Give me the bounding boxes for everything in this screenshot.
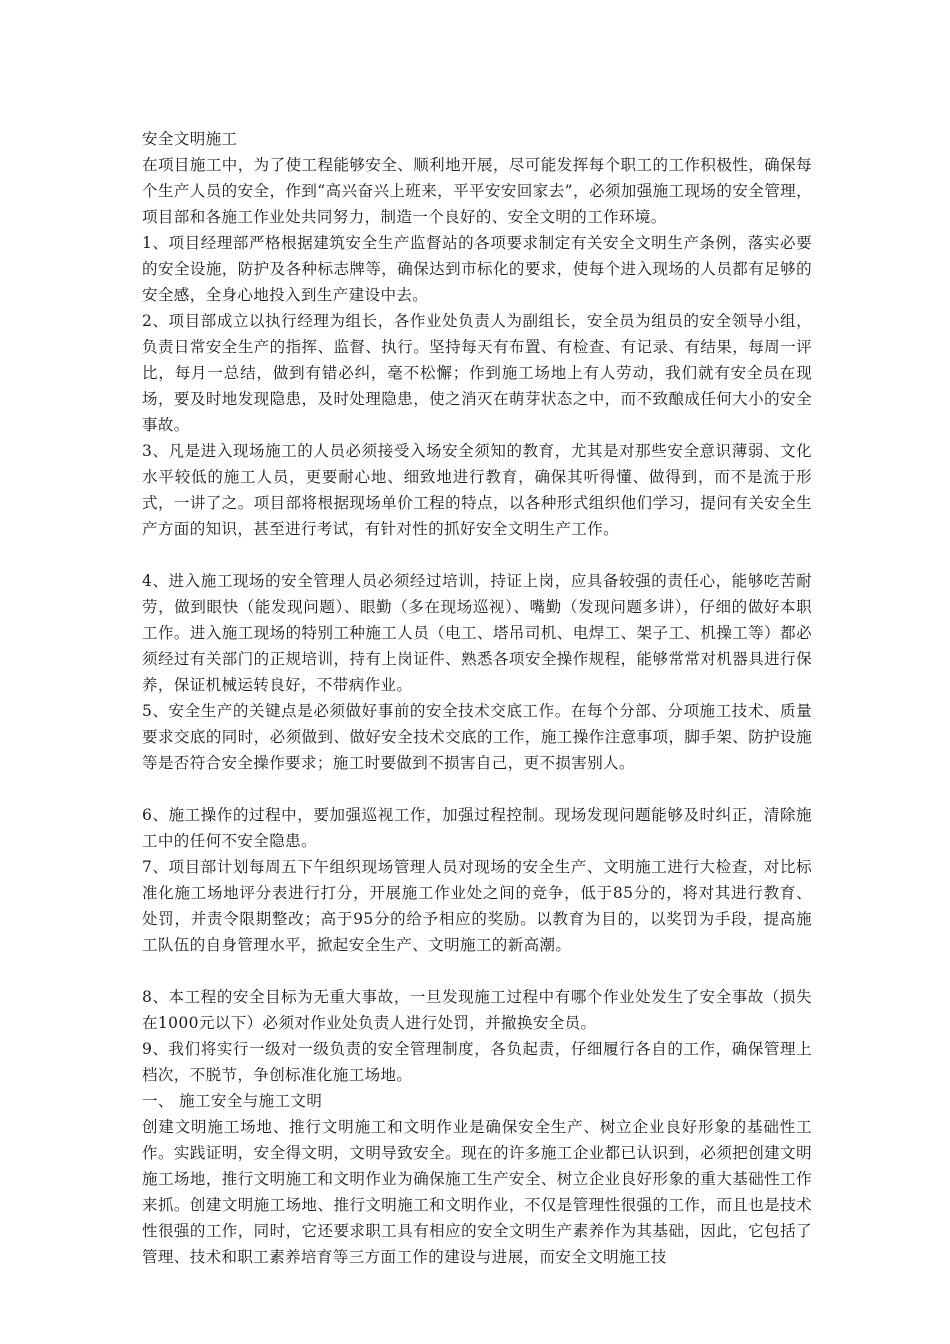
section-body-paragraph: 创建文明施工场地、推行文明施工和文明作业是确保安全生产、树立企业良好形象的基础性工作。实践证明，安全得文明，文明导致安全。现在的许多施工企业都已认识到，必须把创建文明施工场地，推行文明施工和文明作业为确保施工生产安全、树立企业良好形象的重大基础性工作来抓。创建文明施工场地、推行文明施工和文明作业，不仅是管理性很强的工作，而且也是技术性很强的工作，同时，它还要求职工具有相应的安全文明生产素养作为其基础，因此，它包括了管理、技术和职工素养培育等三方面工作的建设与进展，而安全文明施工技	[142, 1118, 812, 1266]
item-8-paragraph: 8、本工程的安全目标为无重大事故，一旦发现施工过程中有哪个作业处发生了安全事故（损失在1000元以下）必须对作业处负责人进行处罚，并撤换安全员。	[142, 988, 812, 1032]
section-heading: 一、 施工安全与施工文明	[142, 1092, 323, 1110]
item-2-paragraph: 2、项目部成立以执行经理为组长，各作业处负责人为副组长，安全员为组员的安全领导小组，负责日常安全生产的指挥、监督、执行。坚持每天有布置、有检查、有记录、有结果，每周一评比，每月一总结，做到有错必纠，毫不松懈；作到施工场地上有人劳动，我们就有安全员在现场，要及时地发现隐患，及时处理隐患，使之消灭在萌芽状态之中，而不致酿成任何大小的安全事故。	[142, 312, 812, 434]
document-title: 安全文明施工	[142, 130, 238, 148]
item-7-paragraph: 7、项目部计划每周五下午组织现场管理人员对现场的安全生产、文明施工进行大检查，对比标准化施工场地评分表进行打分，开展施工作业处之间的竞争，低于85分的，将对其进行教育、处罚，并责令限期整改；高于95分的给予相应的奖励。以教育为目的，以奖罚为手段，提高施工队伍的自身管理水平，掀起安全生产、文明施工的新高潮。	[142, 858, 812, 954]
item-1-paragraph: 1、项目经理部严格根据建筑安全生产监督站的各项要求制定有关安全文明生产条例，落实必要的安全设施，防护及各种标志牌等，确保达到市标化的要求，使每个进入现场的人员都有足够的安全感，全身心地投入到生产建设中去。	[142, 234, 812, 304]
item-5-paragraph: 5、安全生产的关键点是必须做好事前的安全技术交底工作。在每个分部、分项施工技术、质量要求交底的同时，必须做到、做好安全技术交底的工作，施工操作注意事项，脚手架、防护设施等是否符合安全操作要求；施工时要做到不损害自己，更不损害别人。	[142, 702, 812, 772]
item-6-paragraph: 6、施工操作的过程中，要加强巡视工作，加强过程控制。现场发现问题能够及时纠正，清除施工中的任何不安全隐患。	[142, 806, 812, 850]
item-9-paragraph: 9、我们将实行一级对一级负责的安全管理制度，各负起责，仔细履行各自的工作，确保管理上档次，不脱节，争创标准化施工场地。	[142, 1040, 812, 1084]
item-3-paragraph: 3、凡是进入现场施工的人员必须接受入场安全须知的教育，尤其是对那些安全意识薄弱、文化水平较低的施工人员，更要耐心地、细致地进行教育，确保其听得懂、做得到，而不是流于形式，一讲了之。项目部将根据现场单价工程的特点，以各种形式组织他们学习，提问有关安全生产方面的知识，甚至进行考试，有针对性的抓好安全文明生产工作。	[142, 442, 812, 538]
item-4-paragraph: 4、进入施工现场的安全管理人员必须经过培训，持证上岗，应具备较强的责任心，能够吃苦耐劳，做到眼快（能发现问题）、眼勤（多在现场巡视）、嘴勤（发现问题多讲），仔细的做好本职工作。进入施工现场的特别工种施工人员（电工、塔吊司机、电焊工、架子工、机操工等）都必须经过有关部门的正规培训，持有上岗证件、熟悉各项安全操作规程，能够常常对机器具进行保养，保证机械运转良好，不带病作业。	[142, 572, 812, 694]
intro-paragraph: 在项目施工中，为了使工程能够安全、顺利地开展，尽可能发挥每个职工的工作积极性，确保每个生产人员的安全，作到“高兴奋兴上班来，平平安安回家去”，必须加强施工现场的安全管理，项目部和各施工作业处共同努力，制造一个良好的、安全文明的工作环境。	[142, 156, 812, 226]
document-page	[142, 126, 812, 1270]
